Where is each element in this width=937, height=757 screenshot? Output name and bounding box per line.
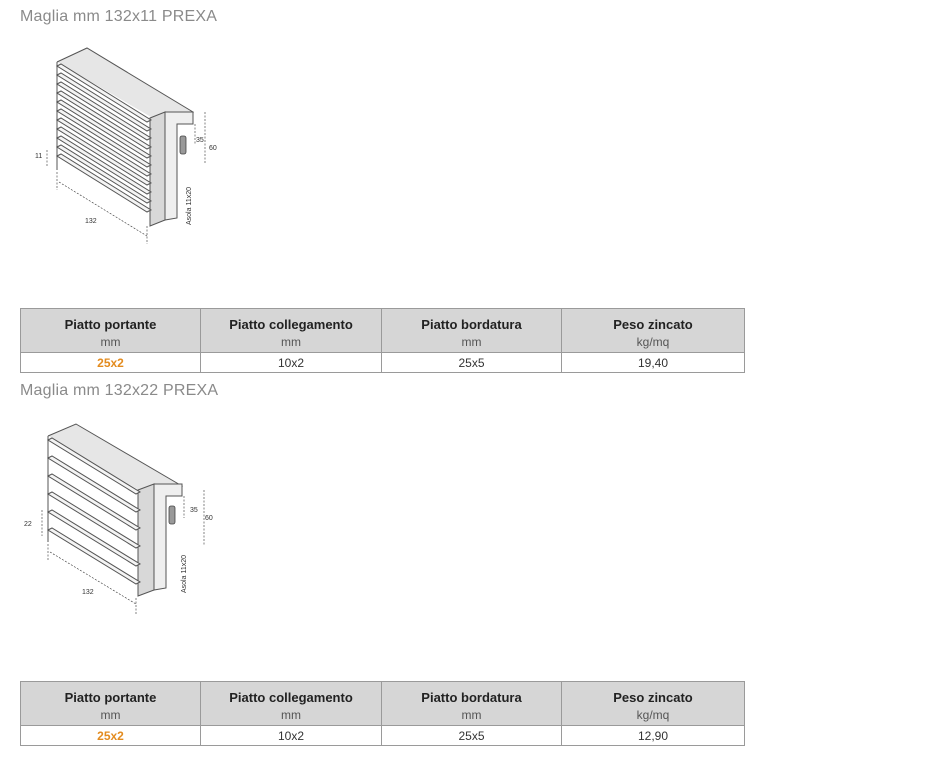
grating-drawing [20, 418, 220, 618]
table-cell: 10x2 [201, 726, 382, 746]
column-unit: kg/mq [562, 332, 745, 353]
column-unit: kg/mq [562, 705, 745, 726]
column-header: Piatto collegamento [201, 682, 382, 706]
grating-drawing-svg [20, 418, 220, 618]
column-unit: mm [21, 705, 201, 726]
column-unit: mm [382, 332, 562, 353]
column-header: Peso zincato [562, 682, 745, 706]
column-unit: mm [382, 705, 562, 726]
table-cell: 25x5 [382, 726, 562, 746]
column-unit: mm [201, 332, 382, 353]
spec-table [20, 681, 745, 746]
table-row [21, 353, 745, 373]
outer-height-label: 60 [205, 515, 213, 522]
column-unit: mm [201, 705, 382, 726]
table-row [21, 726, 745, 746]
table-cell: 19,40 [562, 353, 745, 373]
column-header: Piatto portante [21, 682, 201, 706]
column-header: Piatto bordatura [382, 682, 562, 706]
section-title: Maglia mm 132x11 PREXA [20, 8, 218, 25]
pitch-label: 22 [24, 521, 32, 528]
pitch-label: 11 [35, 153, 43, 160]
column-header: Piatto portante [21, 309, 201, 333]
column-header: Piatto bordatura [382, 309, 562, 333]
column-unit: mm [21, 332, 201, 353]
table-cell: 25x2 [21, 353, 201, 373]
grating-drawing-svg [25, 40, 225, 250]
section-title: Maglia mm 132x22 PREXA [20, 382, 219, 399]
inner-height-label: 35 [196, 137, 204, 144]
outer-height-label: 60 [209, 145, 217, 152]
table-cell: 25x5 [382, 353, 562, 373]
spec-table [20, 308, 745, 373]
column-header: Peso zincato [562, 309, 745, 333]
inner-height-label: 35 [190, 507, 198, 514]
length-label: 132 [82, 589, 94, 596]
slot-label: Asola 11x20 [181, 554, 188, 593]
column-header: Piatto collegamento [201, 309, 382, 333]
table-cell: 10x2 [201, 353, 382, 373]
grating-drawing [25, 40, 225, 250]
length-label: 132 [85, 218, 97, 225]
table-cell: 12,90 [562, 726, 745, 746]
slot-label: Asola 11x20 [186, 186, 193, 225]
table-cell: 25x2 [21, 726, 201, 746]
